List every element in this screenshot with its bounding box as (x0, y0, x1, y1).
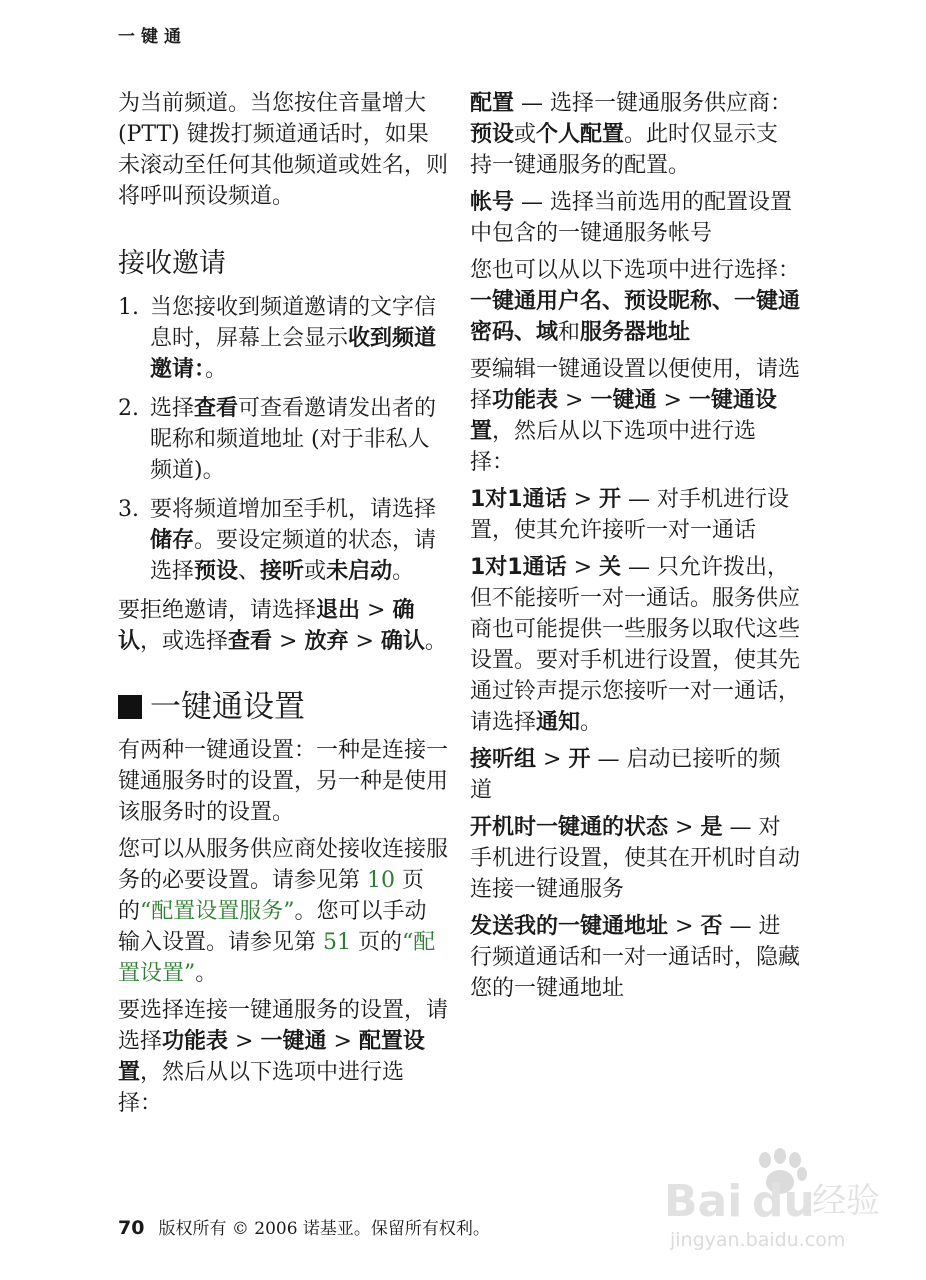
config-service-link[interactable]: “配置设置服务” (140, 899, 295, 924)
option-configuration: 配置 — 选择一键通服务供应商：预设或个人配置。此时仅显示支持一键通服务的配置。 (470, 91, 793, 178)
right-column (470, 88, 800, 1010)
watermark-url: jingyan.baidu.com (670, 1229, 846, 1251)
step-text: 选择查看可查看邀请发出者的昵称和频道地址 (对于非私人频道)。 (150, 396, 437, 483)
page-link[interactable]: 51 (323, 930, 351, 955)
paragraph-two-settings: 有两种一键通设置：一种是连接一键通服务时的设置，另一种是使用该服务时的设置。 (118, 738, 449, 825)
section-heading-ptt-settings: 一键通设置 (118, 687, 448, 727)
steps-list (118, 292, 448, 587)
watermark-brand-du: du (752, 1176, 815, 1227)
option-startup-status: 开机时一键通的状态 > 是 — 对手机进行设置，使其在开机时自动连接一键通服务 (470, 815, 801, 902)
page-footer (118, 1214, 490, 1239)
step-number: 2. (118, 396, 139, 421)
step-number: 1. (118, 295, 139, 320)
option-1to1-on: 1对1通话 > 开 — 对手机进行设置，使其允许接听一对一通话 (470, 487, 790, 543)
page-number: 70 (118, 1217, 145, 1239)
option-account: 帐号 — 选择当前选用的配置设置中包含的一键通服务帐号 (470, 190, 793, 246)
baidu-paw-logo-icon (660, 1148, 900, 1258)
paragraph-receive-settings: 您可以从服务供应商处接收连接服务的必要设置。请参见第 10 页的“配置设置服务”。您可以手动输入设置。请参见第 51 页的“配置设置”。 (118, 837, 449, 986)
config-settings-link[interactable]: “配置设置” (118, 930, 436, 986)
list-item (118, 292, 448, 385)
list-item (118, 494, 448, 587)
section-heading-accept-invite: 接收邀请 (118, 248, 226, 279)
option-send-address: 发送我的一键通地址 > 否 — 进行频道通话和一对一通话时，隐藏您的一键通地址 (470, 914, 801, 1001)
list-item (118, 393, 448, 486)
page-link[interactable]: 10 (367, 868, 395, 893)
watermark-brand-cn: 经验 (812, 1181, 880, 1221)
option-listen-group: 接听组 > 开 — 启动已接听的频道 (470, 747, 781, 803)
paragraph-edit-settings: 要编辑一键通设置以便使用，请选择功能表 > 一键通 > 一键通设置，然后从以下选项中进行选择： (470, 357, 801, 475)
paragraph-reject: 要拒绝邀请，请选择退出 > 确认，或选择查看 > 放弃 > 确认。 (118, 598, 447, 654)
paragraph-select-connection: 要选择连接一键通服务的设置，请选择功能表 > 一键通 > 配置设置，然后从以下选项中进行选择： (118, 998, 449, 1116)
step-number: 3. (118, 497, 139, 522)
copyright-text: 版权所有 © 2006 诺基亚。保留所有权利。 (158, 1219, 490, 1239)
option-1to1-off: 1对1通话 > 关 — 只允许拨出，但不能接听一对一通话。服务供应商也可能提供一些服务以取代这些设置。要对手机进行设置，使其先通过铃声提示您接听一对一通话，请选择通知。 (470, 555, 801, 735)
watermark-brand: Bai (664, 1176, 743, 1227)
square-bullet-icon (118, 695, 142, 719)
option-more: 您也可以从以下选项中进行选择：一键通用户名、预设昵称、一键通密码、域和服务器地址 (470, 258, 801, 345)
running-header: 一键通 (118, 27, 187, 47)
paragraph-intro: 为当前频道。当您按住音量增大 (PTT) 键拨打频道通话时，如果未滚动至任何其他频道或姓名，则将呼叫预设频道。 (118, 91, 449, 209)
step-text: 要将频道增加至手机，请选择储存。要设定频道的状态，请选择预设、接听或未启动。 (150, 497, 437, 584)
baidu-watermark (660, 1148, 900, 1258)
step-text: 当您接收到频道邀请的文字信息时，屏幕上会显示收到频道邀请：。 (150, 295, 437, 382)
left-column (118, 88, 448, 1125)
